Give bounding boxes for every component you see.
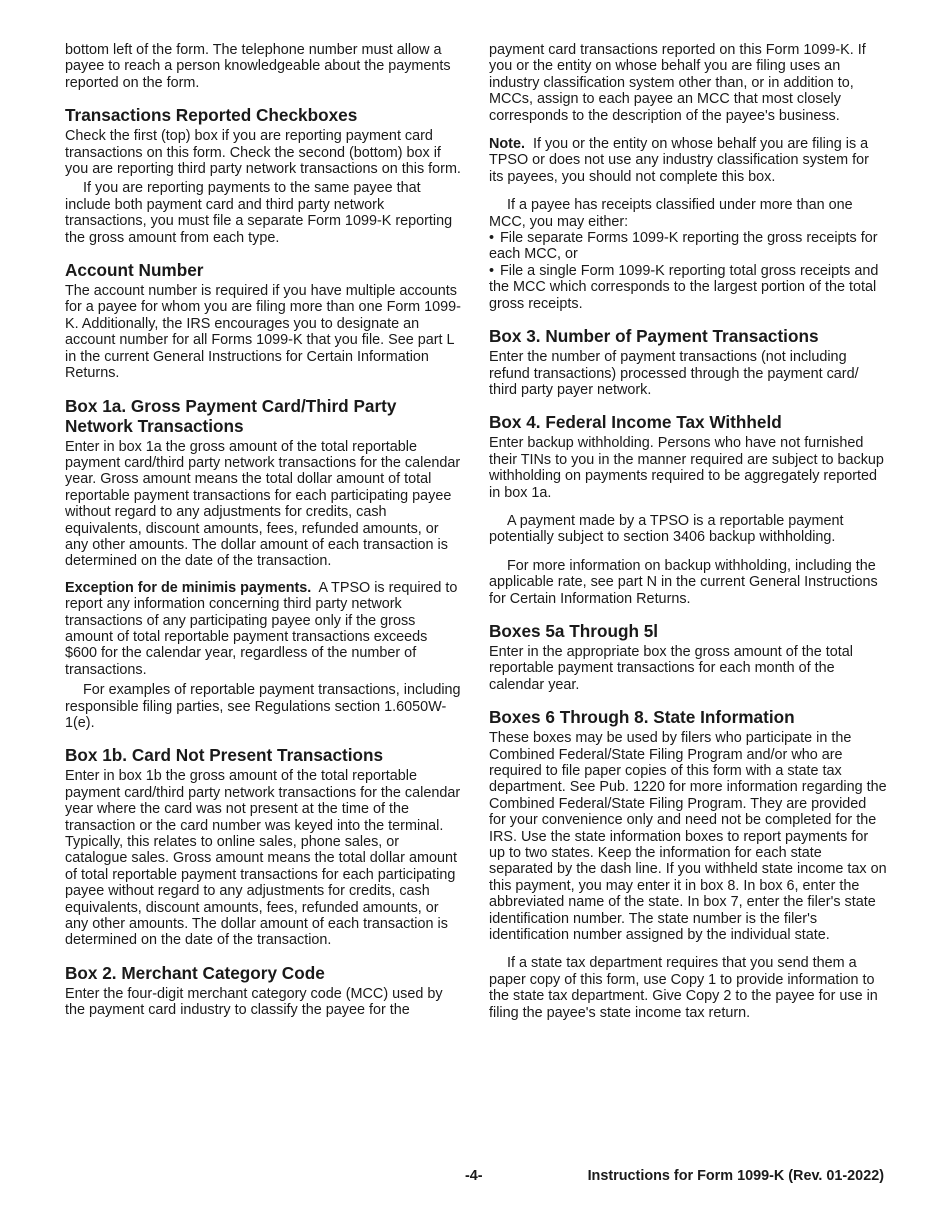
note-lead: Note. xyxy=(489,136,525,153)
footer-title: Instructions for Form 1099-K (Rev. 01-2022) xyxy=(587,1168,884,1184)
page-number: -4- xyxy=(465,1168,483,1184)
heading-transactions-reported-checkboxes: Transactions Reported Checkboxes xyxy=(65,105,358,126)
right-column xyxy=(489,42,887,1029)
paragraph-continuation-right: payment card transactions reported on this Form 1099-K. If you or the entity on whose behalf you are filing uses an industry classification system other than, or in addition to, MCCs, assign to each payee an MCC that most closely corresponds to the description of the payee's business. xyxy=(489,42,866,124)
paragraph-box-1a: Enter in box 1a the gross amount of the total reportable payment card/third party network transactions for the calendar year. Gross amount means the total dollar amount of total reportable payment transactions for each participating payee without regard to any adjustments for credits, cash equivalents, discount amounts, fees, refunded amounts, or any other amounts. The dollar amount of each transaction is determined on the date of the transaction. xyxy=(65,438,461,570)
paragraph-multiple-mcc: If a payee has receipts classified under more than one MCC, you may either: xyxy=(489,197,853,230)
paragraph-boxes-6-2: If a state tax department requires that you send them a paper copy of this form, use Copy 1 to provide information to the state tax department. Give Copy 2 to the payee for use in filing the payee's state income tax return. xyxy=(489,955,878,1021)
bullet-item: • File a single Form 1099-K reporting total gross receipts and the MCC which corresponds to the largest portion of the total gross receipts. xyxy=(489,263,887,312)
heading-box-4: Box 4. Federal Income Tax Withheld xyxy=(489,412,782,433)
paragraph-exception xyxy=(65,580,463,678)
heading-box-2: Box 2. Merchant Category Code xyxy=(65,962,325,983)
heading-account-number: Account Number xyxy=(65,260,204,281)
note-text: If you or the entity on whose behalf you are filing is a TPSO or does not use any industry classification system for its payees, you should not complete this box. xyxy=(489,136,869,185)
heading-boxes-6-8: Boxes 6 Through 8. State Information xyxy=(489,707,795,728)
heading-box-1a: Box 1a. Gross Payment Card/Third Party Network Transactions xyxy=(65,395,397,436)
paragraph-boxes-5: Enter in the appropriate box the gross amount of the total reportable payment transactions for each month of the calendar year. xyxy=(489,643,853,693)
exception-lead: Exception for de minimis payments. xyxy=(65,579,312,596)
heading-box-3: Box 3. Number of Payment Transactions xyxy=(489,326,819,347)
paragraph-box-3: Enter the number of payment transactions (not including refund transactions) processed through the payment card/ third party payer network. xyxy=(489,349,859,398)
paragraph-box-4-2: A payment made by a TPSO is a reportable payment potentially subject to section 3406 backup withholding. xyxy=(489,512,844,546)
paragraph-account-number: The account number is required if you have multiple accounts for a payee for whom you are filing more than one Form 1099-K. Additionally, the IRS encourages you to designate an account number for all Forms 1099-K that you file. See part L in the current General Instructions for Certain Information Returns. xyxy=(65,283,461,382)
paragraph-box-4-1: Enter backup withholding. Persons who have not furnished their TINs to you in the manner required are subject to backup withholding on payments required to be aggregately reported in box 1a. xyxy=(489,435,884,501)
paragraph-checkboxes-1: Check the first (top) box if you are reporting payment card transactions on this form. Check the second (bottom) box if you are reporting third party network transactions on this form. xyxy=(65,128,461,178)
paragraph-box-2: Enter the four-digit merchant category code (MCC) used by the payment card industry to classify the payee for the xyxy=(65,985,443,1019)
paragraph-boxes-6-1: These boxes may be used by filers who participate in the Combined Federal/State Filing Program and/or who are required to file paper copies of this form with a state tax department. See Pub. 1220 for more information regarding the Combined Federal/State Filing Program. They are provided for your convenience only and need not be completed for the IRS. Use the state information boxes to report payments for up to two states. Keep the information for each state separated by the dash line. If you withheld state income tax on this payment, you may enter it in box 8. In box 6, enter the abbreviated name of the state. In box 7, enter the filer's state identification number. The state number is the filer's identification number assigned by the individual state. xyxy=(489,730,887,944)
paragraph-continuation: bottom left of the form. The telephone number must allow a payee to reach a person knowledgeable about the payments reported on the form. xyxy=(65,42,451,91)
heading-boxes-5a-5l: Boxes 5a Through 5l xyxy=(489,620,659,641)
paragraph-examples: For examples of reportable payment transactions, including responsible filing parties, see Regulations section 1.6050W-1(e). xyxy=(65,682,461,731)
left-column xyxy=(65,42,463,1027)
exception-text: A TPSO is required to report any information concerning third party network transactions of any participating payee only if the gross amount of total reportable payment transactions exceeds $600 for the calendar year, regardless of the number of transactions. xyxy=(65,579,458,678)
paragraph-note xyxy=(489,136,887,185)
heading-box-1b: Box 1b. Card Not Present Transactions xyxy=(65,745,384,766)
paragraph-checkboxes-2: If you are reporting payments to the same payee that include both payment card and third party network transactions, you must file a separate Form 1099-K reporting the gross amount from each type. xyxy=(65,180,453,246)
paragraph-box-4-3: For more information on backup withholding, including the applicable rate, see part N in the current General Instructions for Certain Information Returns. xyxy=(489,557,878,607)
paragraph-box-1b: Enter in box 1b the gross amount of the total reportable payment card/third party network transactions for the calendar year where the card was not present at the time of the transaction or the card number was keyed into the terminal. Typically, this relates to online sales, phone sales, or catalogue sales. Gross amount means the total dollar amount of total reportable payment transactions for each participating payee without regard to any adjustments for credits, cash equivalents, discount amounts, fees, refunded amounts, or any other amounts. The dollar amount of each transaction is determined on the date of the transaction. xyxy=(65,768,461,949)
bullet-item: • File separate Forms 1099-K reporting the gross receipts for each MCC, or xyxy=(489,230,887,263)
